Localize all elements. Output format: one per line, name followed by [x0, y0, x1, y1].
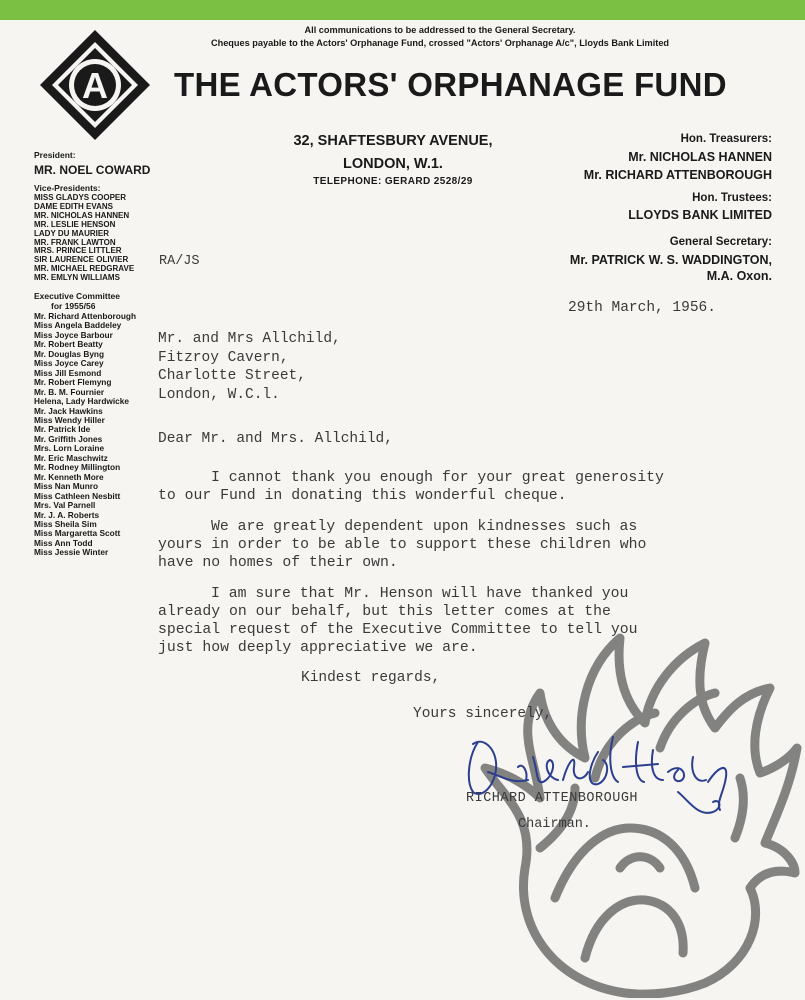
committee-member-name: Mr. Griffith Jones	[34, 433, 103, 444]
vice-president-name: DAME EDITH EVANS	[34, 201, 113, 211]
committee-member-name: Miss Joyce Barbour	[34, 329, 113, 340]
communications-notice	[160, 24, 720, 50]
committee-member-name: Mr. Robert Flemyng	[34, 377, 112, 388]
secretary-heading: General Secretary:	[669, 236, 772, 248]
logo-letter: A	[82, 65, 108, 106]
address-line-2: LONDON, W.1.	[343, 156, 443, 172]
communications-line-2: Cheques payable to the Actors' Orphanage Fund, crossed "Actors' Orphanage A/c", Lloyds Bank Limited	[210, 38, 670, 48]
secretary-name: Mr. PATRICK W. S. WADDINGTON,	[569, 253, 772, 267]
closing-sincerely: Yours sincerely,	[413, 706, 553, 722]
paragraph-line: just how deeply appreciative we are.	[158, 640, 478, 656]
paragraph-line: have no homes of their own.	[158, 555, 398, 571]
treasurers-heading: Hon. Treasurers:	[680, 133, 772, 145]
paragraph-line: to our Fund in donating this wonderful cheque.	[158, 488, 567, 504]
committee-member-name: Mr. J. A. Roberts	[34, 509, 100, 520]
paragraph-line: I am sure that Mr. Henson will have thanked you	[211, 586, 629, 602]
addressee-line: Mr. and Mrs Allchild,	[158, 331, 341, 347]
executive-committee-heading	[34, 291, 120, 311]
vice-president-name: MISS GLADYS COOPER	[34, 193, 127, 202]
salutation: Dear Mr. and Mrs. Allchild,	[158, 431, 393, 447]
vice-president-name: MR. LESLIE HENSON	[34, 219, 116, 229]
orphanage-logo	[38, 28, 152, 142]
committee-member-name: Mr. Kenneth More	[34, 471, 104, 482]
committee-member-name: Mr. Jack Hawkins	[34, 405, 103, 416]
addressee-block	[158, 330, 341, 404]
committee-member-name: Miss Ann Todd	[34, 537, 93, 548]
vice-president-name: SIR LAURENCE OLIVIER	[34, 255, 129, 265]
committee-member-name: Mr. Eric Maschwitz	[34, 452, 108, 463]
committee-member-name: Mrs. Val Parnell	[34, 500, 96, 511]
handwritten-signature	[458, 722, 748, 832]
paragraph-line: yours in order to be able to support these children who	[158, 537, 647, 553]
communications-line-1: All communications to be addressed to the General Secretary.	[304, 25, 576, 35]
committee-member-name: Miss Sheila Sim	[34, 518, 97, 529]
president-heading: President:	[34, 150, 76, 160]
addressee-line: Charlotte Street,	[158, 368, 306, 384]
committee-member-name: Helena, Lady Hardwicke	[34, 396, 129, 407]
address-line-1: 32, SHAFTESBURY AVENUE,	[293, 133, 493, 149]
paragraph-1	[158, 469, 664, 505]
executive-committee-list	[34, 312, 136, 558]
committee-member-name: Mrs. Lorn Loraine	[34, 443, 105, 454]
president-name: MR. NOEL COWARD	[34, 163, 151, 177]
telephone-number: TELEPHONE: GERARD 2528/29	[313, 176, 473, 187]
signatory-name: RICHARD ATTENBOROUGH	[466, 791, 639, 806]
addressee-line: Fitzroy Cavern,	[158, 349, 289, 366]
vice-presidents-list	[34, 194, 134, 283]
committee-member-name: Miss Cathleen Nesbitt	[34, 490, 121, 501]
committee-member-name: Miss Wendy Hiller	[34, 414, 105, 425]
vice-president-name: MR. FRANK LAWTON	[34, 237, 116, 247]
committee-member-name: Mr. Robert Beatty	[34, 339, 103, 350]
paragraph-line: We are greatly dependent upon kindnesses such as	[211, 519, 638, 535]
vice-president-name: MRS. PRINCE LITTLER	[34, 246, 122, 256]
exec-heading-line-1: Executive Committee	[34, 291, 120, 301]
paragraph-2	[158, 518, 646, 572]
closing-regards: Kindest regards,	[301, 670, 441, 686]
committee-member-name: Miss Angela Baddeley	[34, 320, 122, 331]
letter-date: 29th March, 1956.	[568, 300, 716, 316]
trustees-heading: Hon. Trustees:	[692, 192, 772, 204]
trustees-name: LLOYDS BANK LIMITED	[628, 208, 772, 222]
committee-member-name: Miss Joyce Carey	[34, 358, 104, 369]
vice-president-name: MR. NICHOLAS HANNEN	[34, 210, 130, 220]
committee-member-name: Mr. B. M. Fournier	[34, 386, 105, 397]
paragraph-3	[158, 585, 638, 657]
committee-member-name: Miss Jessie Winter	[34, 547, 109, 558]
committee-member-name: Mr. Douglas Byng	[34, 348, 105, 359]
paragraph-line: special request of the Executive Committee to tell you	[158, 622, 638, 638]
committee-member-name: Mr. Rodney Millington	[34, 462, 121, 473]
treasurer-1: Mr. NICHOLAS HANNEN	[628, 150, 772, 164]
committee-member-name: Miss Margaretta Scott	[34, 528, 121, 539]
vice-president-name: MR. EMLYN WILLIAMS	[34, 273, 120, 283]
letterhead-address	[262, 130, 524, 176]
paragraph-line: already on our behalf, but this letter comes at the	[158, 604, 611, 620]
committee-member-name: Mr. Patrick Ide	[34, 424, 91, 435]
vice-presidents-heading: Vice-Presidents:	[34, 183, 101, 193]
vice-president-name: MR. MICHAEL REDGRAVE	[34, 264, 135, 274]
treasurer-2: Mr. RICHARD ATTENBOROUGH	[583, 168, 772, 182]
committee-member-name: Miss Nan Munro	[34, 481, 99, 492]
vice-president-name: LADY DU MAURIER	[34, 228, 109, 238]
secretary-degree: M.A. Oxon.	[706, 269, 772, 283]
committee-member-name: Mr. Richard Attenborough	[34, 311, 137, 321]
addressee-line: London, W.C.l.	[158, 386, 280, 403]
committee-member-name: Miss Jill Esmond	[34, 367, 102, 378]
exec-heading-line-2: for 1955/56	[51, 301, 96, 311]
top-color-band	[0, 0, 805, 20]
signatory-title: Chairman.	[518, 817, 591, 832]
reference-code: RA/JS	[159, 254, 200, 269]
letterhead-title: THE ACTORS' ORPHANAGE FUND	[174, 66, 727, 103]
paragraph-line: I cannot thank you enough for your great generosity	[211, 470, 664, 486]
